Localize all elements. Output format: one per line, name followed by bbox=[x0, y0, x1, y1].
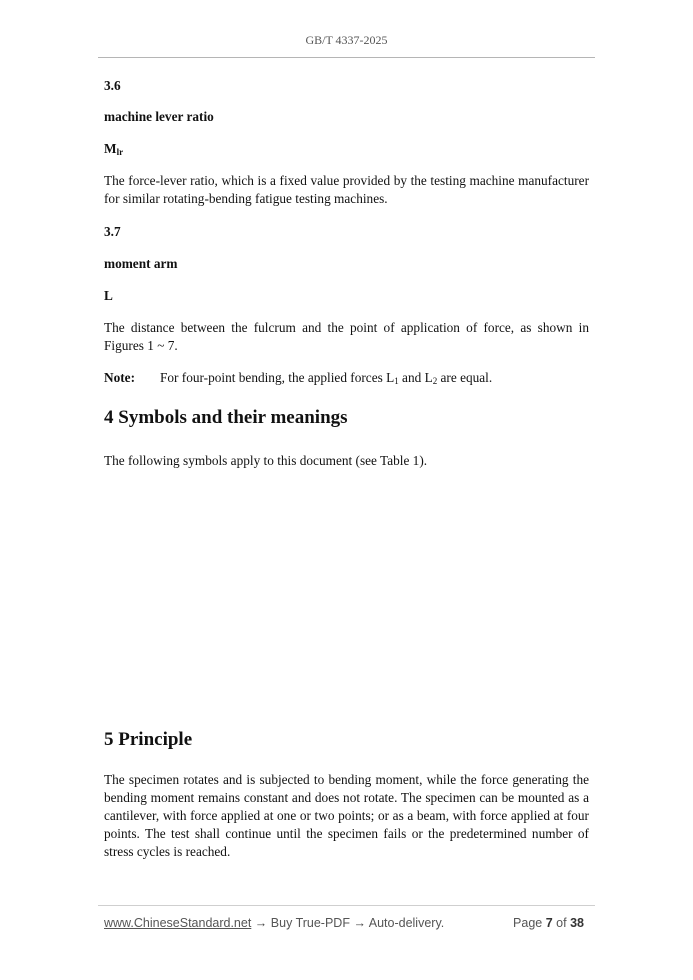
symbol-mlr-main: M bbox=[104, 141, 117, 156]
heading-symbols-meanings: 4 Symbols and their meanings bbox=[104, 407, 348, 428]
definition-moment-arm: The distance between the fulcrum and the point of application of force, as shown in Figures 1 ~ 7. bbox=[104, 320, 589, 353]
note-label: Note: bbox=[104, 370, 136, 385]
note-subscript-1: 1 bbox=[394, 376, 399, 386]
term-moment-arm: moment arm bbox=[104, 256, 178, 271]
running-header: GB/T 4337-2025 bbox=[305, 33, 388, 47]
symbol-l: L bbox=[104, 288, 113, 303]
definition-machine-lever-ratio: The force-lever ratio, which is a fixed value provided by the testing machine manufacturer for similar rotating-bending fatigue testing machines. bbox=[104, 173, 589, 206]
clause-number-3-7: 3.7 bbox=[104, 224, 121, 239]
note-text-2: and L bbox=[398, 370, 433, 385]
header-divider bbox=[98, 57, 595, 58]
note-text-3: are equal. bbox=[437, 370, 493, 385]
site-link[interactable]: www.ChineseStandard.net bbox=[104, 916, 252, 930]
symbol-mlr-subscript: lr bbox=[116, 147, 124, 157]
principle-body: The specimen rotates and is subjected to bending moment, while the force generating the bending moment remains constant and does not rotate. The specimen can be mounted as a cantilever, with force applied at one or two points; or as a beam, with force applied at four points. The test shall continue until the specimen fails or the predetermined number of stress cycles is reached. bbox=[104, 772, 589, 859]
term-machine-lever-ratio: machine lever ratio bbox=[104, 109, 214, 124]
arrow-right-icon: → bbox=[254, 916, 268, 930]
symbol-mlr bbox=[104, 140, 123, 161]
footer-divider bbox=[98, 905, 595, 906]
note-text-1: For four-point bending, the applied forces L bbox=[160, 370, 395, 385]
buy-pdf-text: Buy True-PDF bbox=[270, 916, 350, 930]
page-total: 38 bbox=[570, 916, 584, 930]
page-label: Page bbox=[513, 916, 543, 930]
clause-number-3-6: 3.6 bbox=[104, 78, 121, 93]
page-of-label: of bbox=[556, 916, 567, 930]
note-paragraph bbox=[104, 369, 492, 390]
arrow-right-icon: → bbox=[353, 916, 366, 930]
note-subscript-2: 2 bbox=[432, 376, 438, 386]
auto-delivery-text: Auto-delivery. bbox=[368, 916, 445, 930]
heading-principle: 5 Principle bbox=[104, 729, 193, 750]
page-indicator bbox=[513, 916, 584, 930]
symbols-intro: The following symbols apply to this document (see Table 1). bbox=[104, 453, 428, 468]
page-footer bbox=[104, 916, 584, 934]
page-current: 7 bbox=[545, 916, 553, 930]
